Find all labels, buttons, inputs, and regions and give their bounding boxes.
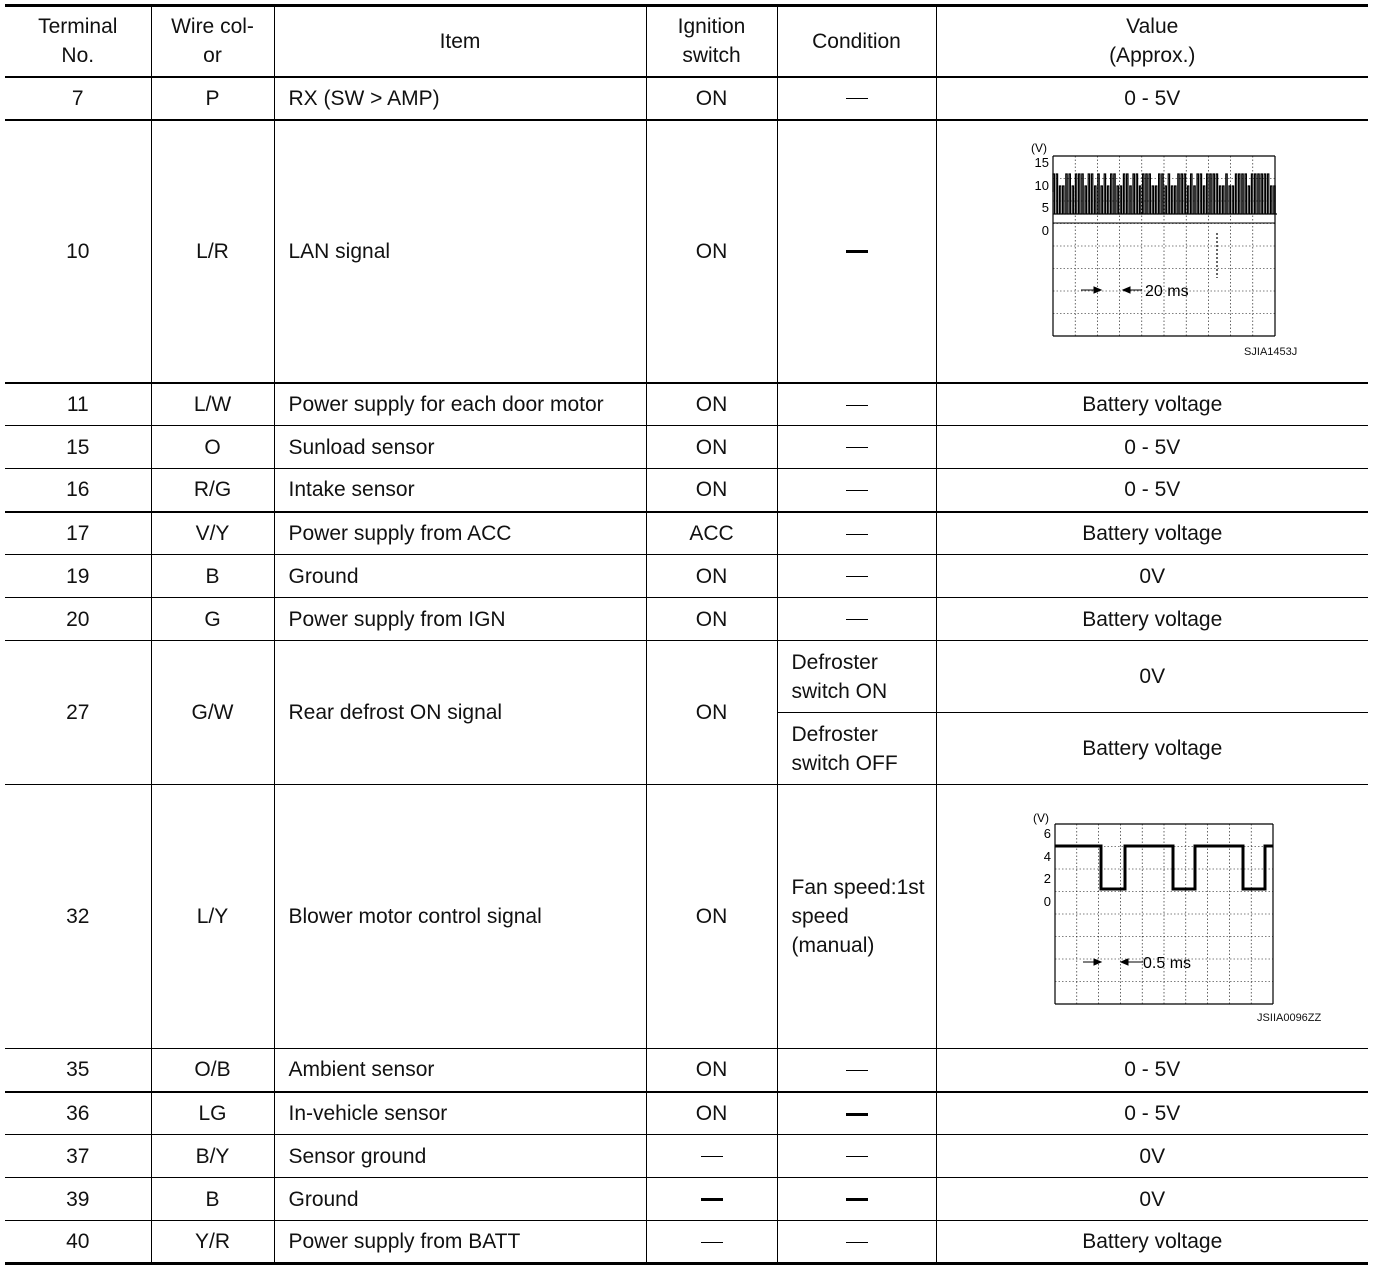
blower-waveform-figure [997, 804, 1322, 1030]
ignition-cell: ON [646, 77, 777, 120]
wire-color-cell: L/Y [151, 785, 274, 1049]
table-row [5, 120, 1368, 383]
header-item: Item [274, 6, 646, 77]
dash-mark [846, 405, 868, 406]
wire-color-cell: V/Y [151, 512, 274, 555]
lan-y-tick: 15 [1034, 155, 1050, 170]
table-row [5, 598, 1368, 641]
lan-time-label: 20 ms [1145, 283, 1189, 300]
value-cell: 0 - 5V [936, 426, 1368, 469]
terminal-cell: 20 [5, 598, 151, 641]
table-row [5, 1135, 1368, 1178]
item-cell: Power supply from IGN [274, 598, 646, 641]
item-cell: Ground [274, 1178, 646, 1221]
item-cell: RX (SW > AMP) [274, 77, 646, 120]
table-row [5, 426, 1368, 469]
ignition-cell: ON [646, 120, 777, 383]
terminal-cell: 7 [5, 77, 151, 120]
condition-cell [777, 512, 936, 555]
wire-color-cell: G [151, 598, 274, 641]
ignition-cell: ON [646, 641, 777, 785]
dash-mark [846, 490, 868, 491]
header-condition: Condition [777, 6, 936, 77]
table-row [5, 641, 1368, 713]
lan-waveform-figure [997, 138, 1307, 364]
ignition-cell: ON [646, 1049, 777, 1092]
dash-mark [846, 98, 868, 99]
wire-color-cell: R/G [151, 469, 274, 512]
ignition-cell: ON [646, 598, 777, 641]
condition-cell [777, 1178, 936, 1221]
ignition-cell: ON [646, 469, 777, 512]
lan-y-tick: 0 [1042, 223, 1050, 238]
lan-baseline [1053, 214, 1275, 223]
wire-color-cell: L/R [151, 120, 274, 383]
wire-color-cell: P [151, 77, 274, 120]
terminal-cell: 36 [5, 1092, 151, 1135]
wire-color-cell: LG [151, 1092, 274, 1135]
terminal-cell: 16 [5, 469, 151, 512]
condition-cell [777, 1135, 936, 1178]
lan-unit-label: (V) [1031, 141, 1048, 155]
terminal-cell: 40 [5, 1221, 151, 1264]
ignition-cell: ON [646, 785, 777, 1049]
dash-mark [701, 1156, 723, 1157]
wire-color-cell: B [151, 555, 274, 598]
header-ignition: Ignition switch [646, 6, 777, 77]
table-row [5, 383, 1368, 426]
header-wire-color: Wire col-or [151, 6, 274, 77]
wire-color-cell: O [151, 426, 274, 469]
blower-y-tick: 6 [1044, 825, 1052, 841]
dash-mark [846, 1156, 868, 1157]
blower-unit-label: (V) [1033, 810, 1050, 825]
item-cell: Ground [274, 555, 646, 598]
wire-color-cell: B [151, 1178, 274, 1221]
wire-color-cell: G/W [151, 641, 274, 785]
value-cell: 0 - 5V [936, 1049, 1368, 1092]
value-cell: Battery voltage [936, 598, 1368, 641]
dash-mark [701, 1198, 723, 1201]
condition-cell: Defroster switch OFF [777, 713, 936, 785]
dash-mark [846, 250, 868, 253]
wire-color-cell: Y/R [151, 1221, 274, 1264]
table-row [5, 1092, 1368, 1135]
ignition-cell: ON [646, 1092, 777, 1135]
value-cell [936, 120, 1368, 383]
terminal-cell: 19 [5, 555, 151, 598]
blower-figure-code: JSIIA0096ZZ [1257, 1011, 1322, 1024]
condition-cell [777, 1049, 936, 1092]
condition-cell: Defroster switch ON [777, 641, 936, 713]
ignition-cell: ACC [646, 512, 777, 555]
terminal-cell: 15 [5, 426, 151, 469]
value-cell: 0V [936, 1135, 1368, 1178]
value-cell: Battery voltage [936, 383, 1368, 426]
ignition-cell: ON [646, 555, 777, 598]
table-row [5, 555, 1368, 598]
terminal-cell: 27 [5, 641, 151, 785]
condition-cell [777, 1092, 936, 1135]
terminal-cell: 35 [5, 1049, 151, 1092]
value-cell: 0V [936, 555, 1368, 598]
condition-cell [777, 598, 936, 641]
dash-mark [846, 619, 868, 620]
value-cell: 0V [936, 641, 1368, 713]
header-terminal: Terminal No. [5, 6, 151, 77]
value-cell: 0V [936, 1178, 1368, 1221]
value-cell: 0 - 5V [936, 469, 1368, 512]
dash-mark [846, 1070, 868, 1071]
value-cell: Battery voltage [936, 512, 1368, 555]
ignition-cell: ON [646, 383, 777, 426]
value-cell: Battery voltage [936, 713, 1368, 785]
terminal-cell: 32 [5, 785, 151, 1049]
table-row [5, 1049, 1368, 1092]
item-cell: Ambient sensor [274, 1049, 646, 1092]
dash-mark [846, 534, 868, 535]
table-row [5, 512, 1368, 555]
item-cell: Power supply from BATT [274, 1221, 646, 1264]
terminal-cell: 37 [5, 1135, 151, 1178]
wire-color-cell: B/Y [151, 1135, 274, 1178]
condition-cell [777, 555, 936, 598]
lan-waveform-chart [997, 138, 1307, 364]
blower-waveform-chart [997, 804, 1307, 1030]
terminal-cell: 39 [5, 1178, 151, 1221]
value-cell [936, 785, 1368, 1049]
ignition-cell: ON [646, 426, 777, 469]
lan-signal-trace [1053, 174, 1277, 214]
blower-time-label: 0.5 ms [1143, 954, 1192, 972]
dash-mark [846, 576, 868, 577]
table-row [5, 469, 1368, 512]
value-cell: 0 - 5V [936, 1092, 1368, 1135]
item-cell: Intake sensor [274, 469, 646, 512]
condition-cell [777, 469, 936, 512]
lan-y-tick: 5 [1042, 200, 1050, 215]
condition-cell [777, 120, 936, 383]
value-cell: Battery voltage [936, 1221, 1368, 1264]
table-row [5, 785, 1368, 1049]
item-cell: Power supply from ACC [274, 512, 646, 555]
dash-mark [846, 1113, 868, 1116]
item-cell: Rear defrost ON signal [274, 641, 646, 785]
table-row [5, 77, 1368, 120]
header-value: Value (Approx.) [936, 6, 1368, 77]
condition-cell [777, 1221, 936, 1264]
condition-cell [777, 383, 936, 426]
condition-cell [777, 77, 936, 120]
terminal-cell: 11 [5, 383, 151, 426]
lan-figure-code: SJIA1453J [1244, 346, 1298, 358]
ignition-cell [646, 1178, 777, 1221]
dash-mark [846, 1242, 868, 1243]
item-cell: Sunload sensor [274, 426, 646, 469]
condition-cell: Fan speed:1st speed (manual) [777, 785, 936, 1049]
dash-mark [846, 447, 868, 448]
table-row [5, 1221, 1368, 1264]
lan-time-marker [1081, 287, 1142, 293]
wire-color-cell: O/B [151, 1049, 274, 1092]
blower-time-marker [1083, 959, 1143, 965]
ignition-cell [646, 1135, 777, 1178]
item-cell: LAN signal [274, 120, 646, 383]
ignition-cell [646, 1221, 777, 1264]
dash-mark [846, 1198, 868, 1201]
item-cell: Blower motor control signal [274, 785, 646, 1049]
blower-y-tick: 2 [1044, 870, 1052, 886]
item-cell: Sensor ground [274, 1135, 646, 1178]
wire-color-cell: L/W [151, 383, 274, 426]
table-row [5, 1178, 1368, 1221]
blower-y-tick: 0 [1044, 893, 1052, 909]
condition-cell [777, 426, 936, 469]
value-cell: 0 - 5V [936, 77, 1368, 120]
item-cell: In-vehicle sensor [274, 1092, 646, 1135]
terminal-spec-table [5, 4, 1368, 1265]
item-cell: Power supply for each door motor [274, 383, 646, 426]
terminal-cell: 10 [5, 120, 151, 383]
terminal-cell: 17 [5, 512, 151, 555]
lan-y-tick: 10 [1034, 178, 1050, 193]
dash-mark [701, 1242, 723, 1243]
blower-y-tick: 4 [1044, 848, 1052, 864]
